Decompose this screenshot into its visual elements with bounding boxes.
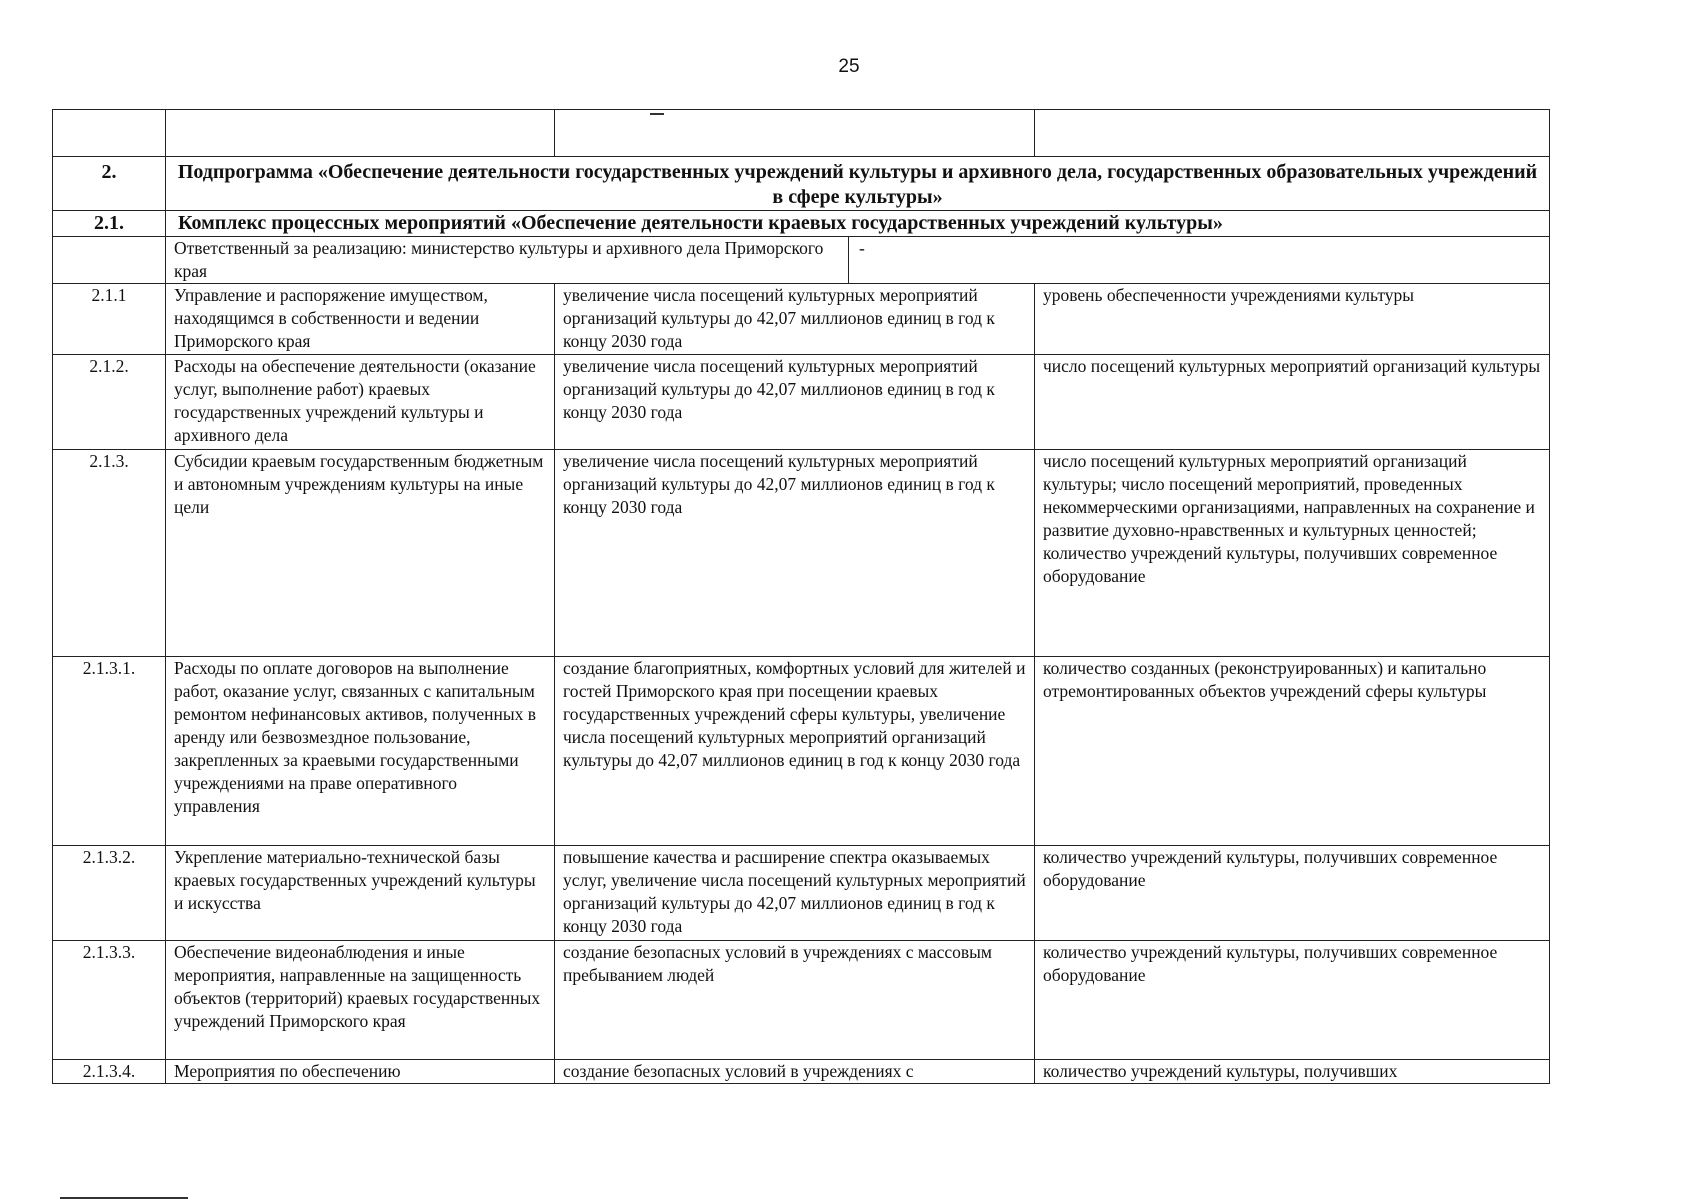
subsection-row — [53, 211, 1550, 237]
responsible-text: Ответственный за реализацию: министерство культуры и архивного дела Приморского края — [174, 238, 824, 281]
table-cell — [166, 110, 555, 157]
table-cell — [555, 110, 1035, 157]
activities-table — [52, 109, 1550, 1084]
indicator-text: количество учреждений культуры, получивших современное оборудование — [1035, 941, 1550, 1060]
responsible-value: - — [848, 237, 1549, 283]
table-row — [53, 1060, 1550, 1084]
table-body — [53, 284, 1550, 1084]
expected-result: увеличение числа посещений культурных мероприятий организаций культуры до 42,07 миллионов единиц в год к концу 2030 года — [555, 284, 1035, 355]
activity-name: Расходы по оплате договоров на выполнение работ, оказание услуг, связанных с капитальным ремонтом нефинансовых активов, полученных в аренду или безвозмездное пользование, закрепленных за краевыми государственными учреждениями на праве оперативного управления — [166, 657, 555, 846]
table-row — [53, 846, 1550, 941]
activity-name: Расходы на обеспечение деятельности (оказание услуг, выполнение работ) краевых государственных учреждений культуры и архивного дела — [166, 355, 555, 450]
row-number: 2.1.2. — [53, 355, 166, 450]
indicator-text: количество учреждений культуры, получивших современное оборудование — [1035, 846, 1550, 941]
responsible-row — [53, 237, 1550, 284]
activity-name: Мероприятия по обеспечению — [166, 1060, 555, 1084]
table-cell — [53, 237, 166, 284]
expected-result: увеличение числа посещений культурных мероприятий организаций культуры до 42,07 миллионов единиц в год к концу 2030 года — [555, 355, 1035, 450]
activity-name: Субсидии краевым государственным бюджетным и автономным учреждениям культуры на иные цели — [166, 450, 555, 657]
table-row — [53, 355, 1550, 450]
subsection-number: 2.1. — [53, 211, 166, 237]
row-number: 2.1.3.3. — [53, 941, 166, 1060]
section-title: Подпрограмма «Обеспечение деятельности государственных учреждений культуры и архивного дела, государственных образовательных учреждений в сфере культуры» — [166, 157, 1550, 211]
table-header-row — [53, 110, 1550, 157]
row-number: 2.1.3.1. — [53, 657, 166, 846]
table-row — [53, 450, 1550, 657]
expected-result: создание безопасных условий в учреждениях с массовым пребыванием людей — [555, 941, 1035, 1060]
expected-result: создание безопасных условий в учреждениях с — [555, 1060, 1035, 1084]
expected-result: создание благоприятных, комфортных условий для жителей и гостей Приморского края при посещении краевых государственных учреждений сферы культуры, увеличение числа посещений культурных мероприятий организаций культуры до 42,07 миллионов единиц в год к концу 2030 года — [555, 657, 1035, 846]
table-cell — [53, 110, 166, 157]
activity-name: Укрепление материально-технической базы краевых государственных учреждений культуры и искусства — [166, 846, 555, 941]
table-row — [53, 657, 1550, 846]
subsection-title: Комплекс процессных мероприятий «Обеспечение деятельности краевых государственных учреждений культуры» — [166, 211, 1550, 237]
indicator-text: число посещений культурных мероприятий организаций культуры; число посещений мероприятий, проведенных некоммерческими организациями, направленных на сохранение и развитие духовно-нравственных и культурных ценностей; количество учреждений культуры, получивших современное оборудование — [1035, 450, 1550, 657]
row-number: 2.1.1 — [53, 284, 166, 355]
footnote-rule — [60, 1197, 188, 1199]
expected-result: повышение качества и расширение спектра оказываемых услуг, увеличение числа посещений культурных мероприятий организаций культуры до 42,07 миллионов единиц в год к концу 2030 года — [555, 846, 1035, 941]
indicator-text: число посещений культурных мероприятий организаций культуры — [1035, 355, 1550, 450]
row-number: 2.1.3. — [53, 450, 166, 657]
table-row — [53, 941, 1550, 1060]
section-row — [53, 157, 1550, 211]
row-number: 2.1.3.4. — [53, 1060, 166, 1084]
responsible-cell — [166, 237, 1550, 284]
table-cell — [1035, 110, 1550, 157]
expected-result: увеличение числа посещений культурных мероприятий организаций культуры до 42,07 миллионов единиц в год к концу 2030 года — [555, 450, 1035, 657]
section-number: 2. — [53, 157, 166, 211]
page-number: 25 — [838, 56, 860, 77]
table-row — [53, 284, 1550, 355]
indicator-text: количество созданных (реконструированных) и капитально отремонтированных объектов учреждений сферы культуры — [1035, 657, 1550, 846]
indicator-text: количество учреждений культуры, получивших — [1035, 1060, 1550, 1084]
activity-name: Обеспечение видеонаблюдения и иные мероприятия, направленные на защищенность объектов (территорий) краевых государственных учреждений Приморского края — [166, 941, 555, 1060]
row-number: 2.1.3.2. — [53, 846, 166, 941]
activity-name: Управление и распоряжение имуществом, находящимся в собственности и ведении Приморского края — [166, 284, 555, 355]
indicator-text: уровень обеспеченности учреждениями культуры — [1035, 284, 1550, 355]
